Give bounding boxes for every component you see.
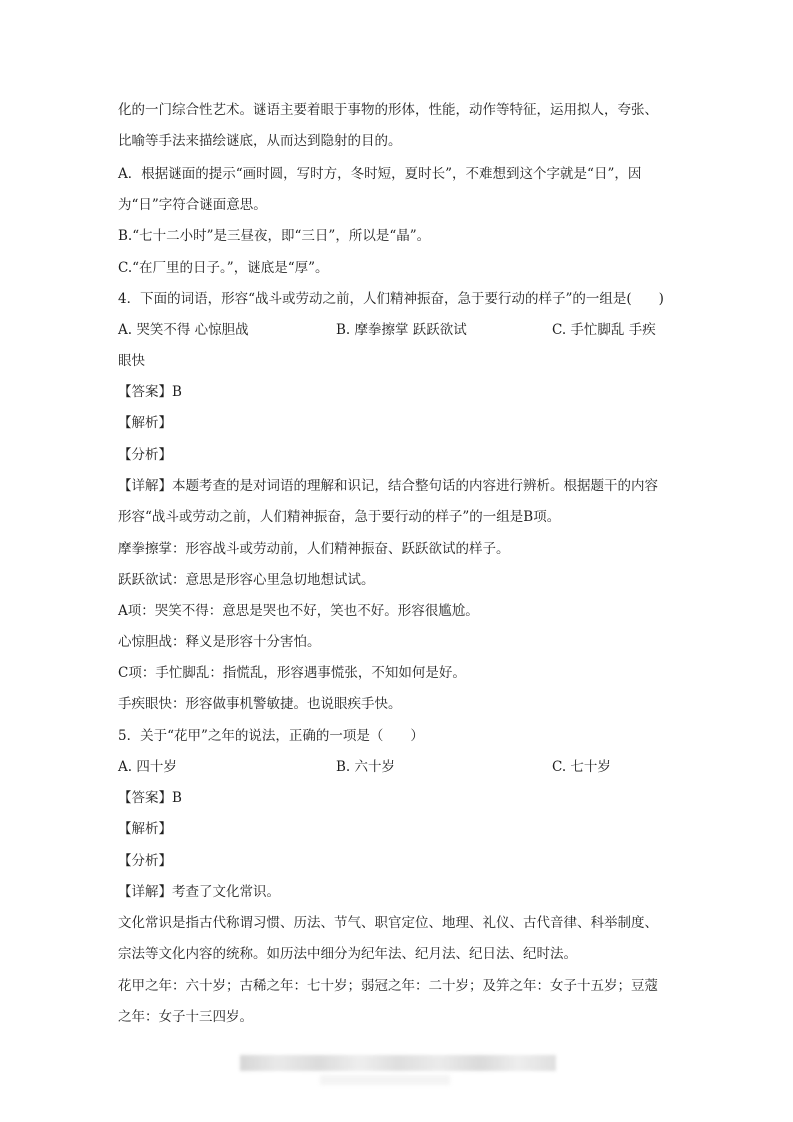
q5-fenxi-heading: 【分析】 (118, 853, 172, 869)
q5-detail-line: 宗法等文化内容的统称。如历法中细分为纪年法、纪月法、纪日法、纪时法。 (118, 946, 577, 962)
text-line: B.“七十二小时”是三昼夜，即“三日”，所以是“晶”。 (118, 228, 431, 244)
q5-detail-line: 之年：女子十三四岁。 (118, 1009, 253, 1025)
text-line: 为“日”字符合谜面意思。 (118, 197, 267, 213)
q4-detail-line: 【详解】本题考查的是对词语的理解和识记，结合整句话的内容进行辨析。根据题干的内容 (118, 478, 658, 494)
q4-option-c: C. 手忙脚乱 手疾 (552, 322, 656, 338)
text-line: C.“在厂里的日子。”，谜底是“厚”。 (118, 260, 329, 276)
q5-option-c: C. 七十岁 (552, 759, 611, 775)
q4-detail-line: 摩拳擦掌：形容战斗或劳动前，人们精神振奋、跃跃欲试的样子。 (118, 541, 510, 557)
q5-jiexi-heading: 【解析】 (118, 821, 172, 837)
blurred-footer-sub (320, 1075, 450, 1085)
q4-jiexi-heading: 【解析】 (118, 415, 172, 431)
q4-option-b: B. 摩拳擦掌 跃跃欲试 (336, 322, 467, 338)
q4-option-c-wrap: 眼快 (118, 353, 145, 369)
blurred-footer (240, 1055, 556, 1071)
q4-detail-line: 形容“战斗或劳动之前，人们精神振奋，急于要行动的样子”的一组是B项。 (118, 509, 561, 525)
q5-option-a: A. 四十岁 (118, 759, 177, 775)
q5-answer: 【答案】B (118, 790, 182, 806)
q5-option-b: B. 六十岁 (336, 759, 396, 775)
q5-detail-line: 【详解】考查了文化常识。 (118, 884, 280, 900)
q4-detail-line: C项：手忙脚乱：指慌乱，形容遇事慌张，不知如何是好。 (118, 665, 466, 681)
q4-answer: 【答案】B (118, 384, 182, 400)
q4-detail-line: 跃跃欲试：意思是形容心里急切地想试试。 (118, 572, 375, 588)
q5-detail-line: 文化常识是指古代称谓习惯、历法、节气、职官定位、地理、礼仪、古代音律、科举制度、 (118, 915, 658, 931)
q5-detail-line: 花甲之年：六十岁；古稀之年：七十岁；弱冠之年：二十岁；及笄之年：女子十五岁；豆蔻 (118, 978, 658, 994)
q4-option-a: A. 哭笑不得 心惊胆战 (118, 322, 249, 338)
text-line: A．根据谜面的提示“画时圆，写时方，冬时短，夏时长”，不难想到这个字就是“日”，因 (118, 166, 642, 182)
question-5: 5．关于“花甲”之年的说法，正确的一项是（ ） (118, 728, 424, 744)
question-4: 4．下面的词语，形容“战斗或劳动之前，人们精神振奋，急于要行动的样子”的一组是( ) (118, 291, 664, 307)
text-line: 化的一门综合性艺术。谜语主要着眼于事物的形体，性能，动作等特征，运用拟人，夸张、 (118, 102, 658, 118)
text-line: 比喻等手法来描绘谜底，从而达到隐射的目的。 (118, 133, 402, 149)
q4-detail-line: 心惊胆战：释义是形容十分害怕。 (118, 634, 321, 650)
q4-detail-line: 手疾眼快：形容做事机警敏捷。也说眼疾手快。 (118, 696, 402, 712)
q4-fenxi-heading: 【分析】 (118, 447, 172, 463)
q4-detail-line: A项：哭笑不得：意思是哭也不好，笑也不好。形容很尴尬。 (118, 603, 479, 619)
